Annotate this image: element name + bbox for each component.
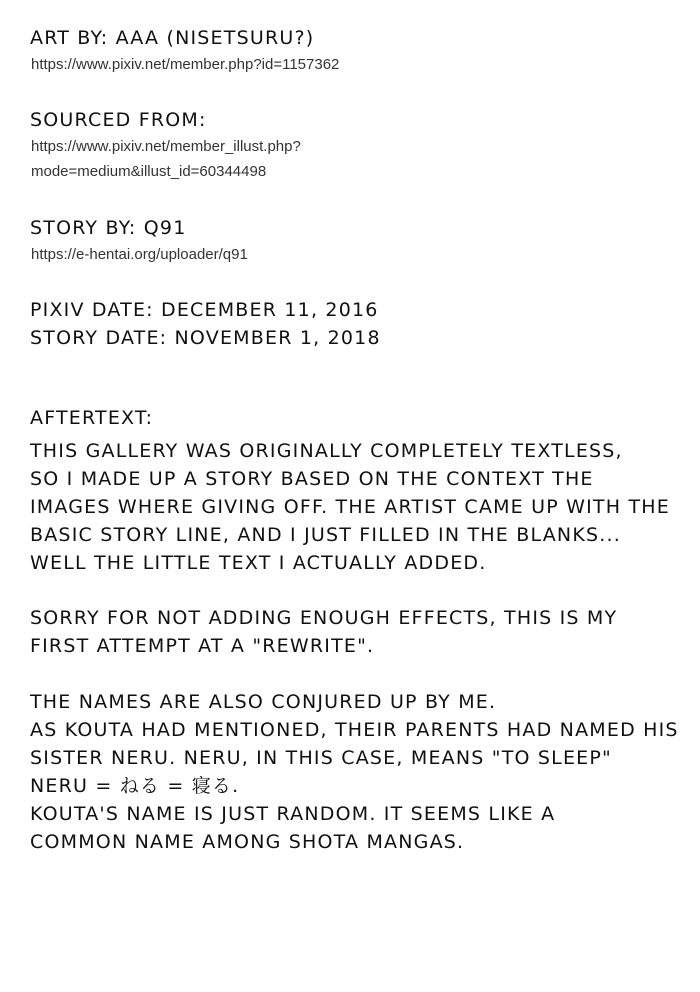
aftertext-paragraph-2 [30, 604, 617, 660]
aftertext-paragraph-3 [30, 688, 679, 856]
aftertext-line: SORRY FOR NOT ADDING ENOUGH EFFECTS, THIS IS MY [30, 607, 618, 629]
aftertext-line: THE NAMES ARE ALSO CONJURED UP BY ME. [30, 691, 497, 713]
aftertext-line: SISTER NERU. NERU, IN THIS CASE, MEANS "TO SLEEP" [30, 747, 612, 769]
story-date-line: STORY DATE: NOVEMBER 1, 2018 [30, 327, 381, 349]
aftertext-line: BASIC STORY LINE, AND I JUST FILLED IN THE BLANKS... [30, 524, 621, 546]
aftertext-line: THIS GALLERY WAS ORIGINALLY COMPLETELY TEXTLESS, [30, 440, 623, 462]
aftertext-line: AS KOUTA HAD MENTIONED, THEIR PARENTS HAD NAMED HIS [30, 719, 679, 741]
aftertext-line: COMMON NAME AMONG SHOTA MANGAS. [30, 831, 465, 853]
pixiv-date-line: PIXIV DATE: DECEMBER 11, 2016 [30, 299, 379, 321]
source-url-line-1: https://www.pixiv.net/member_illust.php? [31, 138, 301, 155]
aftertext-line: FIRST ATTEMPT AT A "REWRITE". [30, 635, 375, 657]
art-url: https://www.pixiv.net/member.php?id=1157362 [31, 56, 340, 73]
aftertext-heading: AFTERTEXT: [30, 407, 154, 429]
aftertext-line: SO I MADE UP A STORY BASED ON THE CONTEXT THE [30, 468, 594, 490]
aftertext-line: IMAGES WHERE GIVING OFF. THE ARTIST CAME UP WITH THE [30, 496, 670, 518]
sourced-from-line: SOURCED FROM: [30, 109, 207, 131]
aftertext-line: NERU = ねる = 寝る. [30, 775, 240, 797]
aftertext-paragraph-1 [30, 437, 670, 577]
aftertext-line: WELL THE LITTLE TEXT I ACTUALLY ADDED. [30, 552, 487, 574]
art-by-line: ART BY: AAA (NISETSURU?) [30, 27, 315, 49]
story-url: https://e-hentai.org/uploader/q91 [31, 246, 248, 263]
story-by-line: STORY BY: Q91 [30, 217, 187, 239]
source-url-line-2: mode=medium&illust_id=60344498 [31, 163, 267, 180]
aftertext-line: KOUTA'S NAME IS JUST RANDOM. IT SEEMS LIKE A [30, 803, 556, 825]
